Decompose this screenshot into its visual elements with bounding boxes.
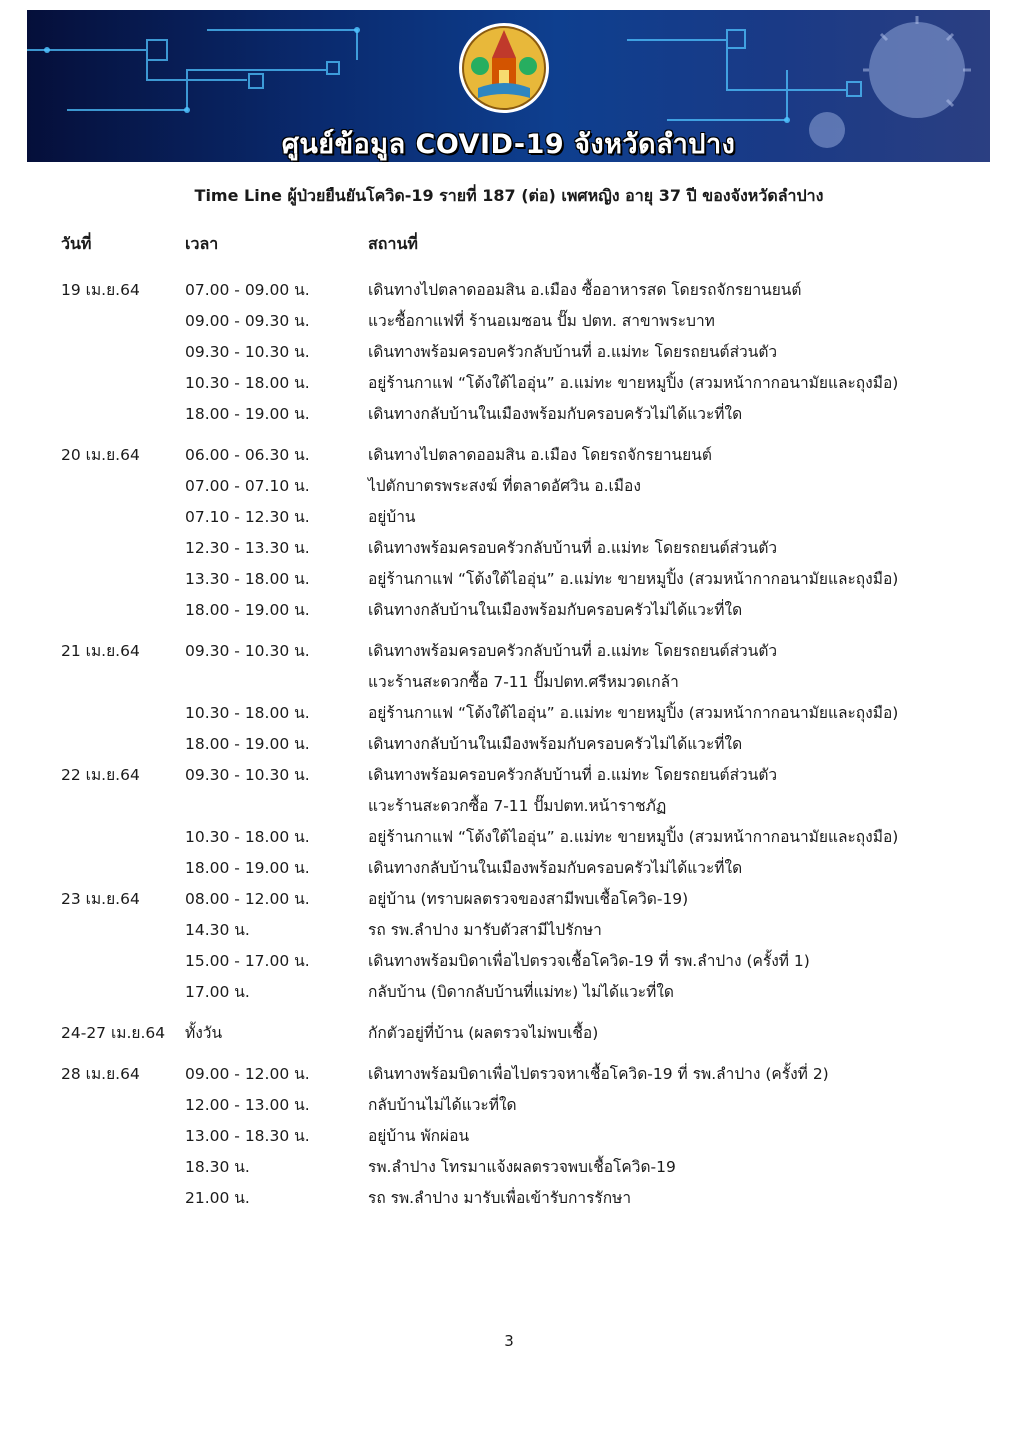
row-date: 20 เม.ย.64	[61, 446, 140, 464]
row-time: 18.00 - 19.00 น.	[185, 405, 310, 423]
row-place: กักตัวอยู่ที่บ้าน (ผลตรวจไม่พบเชื้อ)	[368, 1024, 599, 1042]
row-time: 07.10 - 12.30 น.	[185, 508, 310, 526]
header-place: สถานที่	[368, 234, 418, 253]
row-time: 21.00 น.	[185, 1189, 250, 1207]
row-place: เดินทางพร้อมครอบครัวกลับบ้านที่ อ.แม่ทะ โดยรถยนต์ส่วนตัว	[368, 642, 778, 660]
row-place: อยู่ร้านกาแฟ “โต้งใต้ไออุ่น” อ.แม่ทะ ขายหมูปิ้ง (สวมหน้ากากอนามัยและถุงมือ)	[368, 704, 899, 722]
row-date: 23 เม.ย.64	[61, 890, 140, 908]
row-time: 09.30 - 10.30 น.	[185, 343, 310, 361]
row-time: 18.00 - 19.00 น.	[185, 859, 310, 877]
row-place: เดินทางกลับบ้านในเมืองพร้อมกับครอบครัวไม่ได้แวะที่ใด	[368, 735, 743, 753]
row-place: อยู่บ้าน พักผ่อน	[368, 1127, 470, 1145]
row-place: เดินทางพร้อมครอบครัวกลับบ้านที่ อ.แม่ทะ โดยรถยนต์ส่วนตัว	[368, 766, 778, 784]
row-place: เดินทางกลับบ้านในเมืองพร้อมกับครอบครัวไม่ได้แวะที่ใด	[368, 601, 743, 619]
row-date: 19 เม.ย.64	[61, 281, 140, 299]
header-date: วันที่	[61, 234, 92, 253]
row-time: 13.30 - 18.00 น.	[185, 570, 310, 588]
document-title: Time Line ผู้ป่วยยืนยันโควิด-19 รายที่ 187 (ต่อ) เพศหญิง อายุ 37 ปี ของจังหวัดลำปาง	[194, 186, 824, 205]
row-place: รถ รพ.ลำปาง มารับตัวสามีไปรักษา	[368, 921, 602, 939]
row-place: อยู่ร้านกาแฟ “โต้งใต้ไออุ่น” อ.แม่ทะ ขายหมูปิ้ง (สวมหน้ากากอนามัยและถุงมือ)	[368, 374, 899, 392]
banner-title: ศูนย์ข้อมูล COVID-19 จังหวัดลำปาง	[281, 129, 736, 160]
lampang-seal-icon	[458, 18, 550, 118]
row-time: 08.00 - 12.00 น.	[185, 890, 310, 908]
row-time: 07.00 - 07.10 น.	[185, 477, 310, 495]
row-time: 09.30 - 10.30 น.	[185, 642, 310, 660]
row-place: รถ รพ.ลำปาง มารับเพื่อเข้ารับการรักษา	[368, 1189, 632, 1207]
row-place: เดินทางกลับบ้านในเมืองพร้อมกับครอบครัวไม่ได้แวะที่ใด	[368, 859, 743, 877]
row-place: ไปตักบาตรพระสงฆ์ ที่ตลาดอัศวิน อ.เมือง	[368, 477, 641, 495]
row-place: เดินทางพร้อมบิดาเพื่อไปตรวจเชื้อโควิด-19 ที่ รพ.ลำปาง (ครั้งที่ 1)	[368, 952, 810, 970]
row-place: แวะซื้อกาแฟที่ ร้านอเมซอน ปั๊ม ปตท. สาขาพระบาท	[368, 312, 715, 330]
row-time: 10.30 - 18.00 น.	[185, 828, 310, 846]
row-place: เดินทางพร้อมครอบครัวกลับบ้านที่ อ.แม่ทะ โดยรถยนต์ส่วนตัว	[368, 343, 778, 361]
row-time: 18.00 - 19.00 น.	[185, 601, 310, 619]
row-place: อยู่ร้านกาแฟ “โต้งใต้ไออุ่น” อ.แม่ทะ ขายหมูปิ้ง (สวมหน้ากากอนามัยและถุงมือ)	[368, 828, 899, 846]
row-time: 12.30 - 13.30 น.	[185, 539, 310, 557]
row-time: 18.30 น.	[185, 1158, 250, 1176]
page-number: 3	[504, 1332, 514, 1350]
row-date: 22 เม.ย.64	[61, 766, 140, 784]
header-time: เวลา	[185, 234, 219, 253]
row-time: 09.30 - 10.30 น.	[185, 766, 310, 784]
row-time: 18.00 - 19.00 น.	[185, 735, 310, 753]
row-place: เดินทางไปตลาดออมสิน อ.เมือง โดยรถจักรยานยนต์	[368, 446, 712, 464]
row-time: 10.30 - 18.00 น.	[185, 374, 310, 392]
row-place: กลับบ้าน (บิดากลับบ้านที่แม่ทะ) ไม่ได้แวะที่ใด	[368, 983, 674, 1001]
row-place: อยู่บ้าน (ทราบผลตรวจของสามีพบเชื้อโควิด-19)	[368, 890, 689, 908]
row-date: 21 เม.ย.64	[61, 642, 140, 660]
row-time: 10.30 - 18.00 น.	[185, 704, 310, 722]
row-time: 09.00 - 12.00 น.	[185, 1065, 310, 1083]
row-time: 06.00 - 06.30 น.	[185, 446, 310, 464]
covid-info-banner	[27, 10, 990, 162]
row-time: 09.00 - 09.30 น.	[185, 312, 310, 330]
row-time: 17.00 น.	[185, 983, 250, 1001]
row-place: แวะร้านสะดวกซื้อ 7-11 ปั๊มปตท.หน้าราชภัฏ	[368, 797, 667, 815]
row-date: 24-27 เม.ย.64	[61, 1024, 166, 1042]
row-time: 13.00 - 18.30 น.	[185, 1127, 310, 1145]
row-place: แวะร้านสะดวกซื้อ 7-11 ปั๊มปตท.ศรีหมวดเกล้า	[368, 673, 679, 691]
row-time: 14.30 น.	[185, 921, 250, 939]
row-place: เดินทางพร้อมบิดาเพื่อไปตรวจหาเชื้อโควิด-19 ที่ รพ.ลำปาง (ครั้งที่ 2)	[368, 1065, 829, 1083]
row-time: 07.00 - 09.00 น.	[185, 281, 310, 299]
row-time: 12.00 - 13.00 น.	[185, 1096, 310, 1114]
row-place: เดินทางไปตลาดออมสิน อ.เมือง ซื้ออาหารสด โดยรถจักรยานยนต์	[368, 281, 802, 299]
row-time: 15.00 - 17.00 น.	[185, 952, 310, 970]
row-place: เดินทางพร้อมครอบครัวกลับบ้านที่ อ.แม่ทะ โดยรถยนต์ส่วนตัว	[368, 539, 778, 557]
row-place: อยู่บ้าน	[368, 508, 416, 526]
row-date: 28 เม.ย.64	[61, 1065, 140, 1083]
row-place: เดินทางกลับบ้านในเมืองพร้อมกับครอบครัวไม่ได้แวะที่ใด	[368, 405, 743, 423]
row-place: อยู่ร้านกาแฟ “โต้งใต้ไออุ่น” อ.แม่ทะ ขายหมูปิ้ง (สวมหน้ากากอนามัยและถุงมือ)	[368, 570, 899, 588]
row-place: กลับบ้านไม่ได้แวะที่ใด	[368, 1096, 517, 1114]
row-time: ทั้งวัน	[185, 1024, 223, 1042]
row-place: รพ.ลำปาง โทรมาแจ้งผลตรวจพบเชื้อโควิด-19	[368, 1158, 676, 1176]
